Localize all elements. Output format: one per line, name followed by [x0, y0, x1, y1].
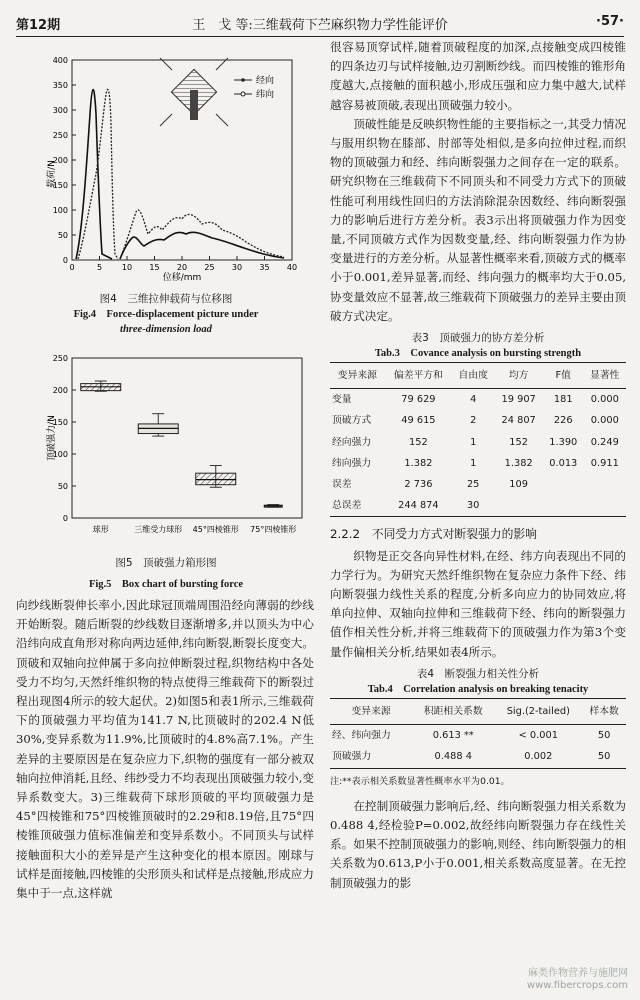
table-header-cell: 样本数 [582, 698, 626, 724]
table-cell: 49 615 [401, 415, 436, 427]
table-cell: 50 [597, 730, 611, 742]
left-column-text [16, 596, 314, 903]
table-cell: 纬向强力 [332, 457, 372, 469]
warp-curve-2 [120, 232, 284, 259]
box-ytick-label: 50 [57, 482, 68, 491]
table-cell: 1 [470, 457, 477, 469]
figure-4 [16, 54, 316, 339]
table-cell [543, 495, 584, 517]
specimen-diagram [160, 58, 228, 126]
table-cell: 0.013 [549, 457, 578, 469]
fig4-ytick-label: 50 [57, 231, 68, 240]
table-row [330, 453, 626, 474]
table-cell: 0.000 [590, 394, 619, 406]
fig4-xtick-label: 0 [69, 263, 75, 272]
table-cell: 0.613 ** [432, 730, 474, 742]
fig4-xtick-label: 40 [286, 263, 298, 272]
table-cell: 0.249 [590, 436, 619, 448]
table-cell: 2 736 [404, 479, 433, 491]
fig4-xtick-label: 5 [96, 263, 103, 272]
box-category-label: 球形 [92, 525, 109, 534]
legend-warp: 经向 [256, 76, 275, 86]
right-paragraph-1: 很容易顶穿试样,随着顶破程度的加深,点接触变成四棱锥的四条边刃与试样接触,边刃割断纱线。而四棱锥的锥形角度越大,点接触的面积越小,形成压强和应力集中越大,试样越容易被顶破,表现出顶破强力较小。 [330, 40, 626, 112]
table-row [330, 410, 626, 431]
table-cell: 变量 [332, 394, 352, 406]
fig4-ytick-label: 250 [52, 131, 68, 140]
box-chart [16, 352, 316, 548]
table-row [330, 432, 626, 453]
table-header-cell: 显著性 [584, 363, 626, 389]
running-title: 王 戈 等:三维载荷下苎麻织物力学性能评价 [192, 18, 448, 33]
fig4-xtick-label: 30 [231, 263, 243, 272]
box-ytick-label: 100 [52, 450, 68, 459]
box-category-label: 75°四棱锥形 [250, 525, 297, 534]
fig4-xtick-label: 25 [204, 263, 215, 272]
section-heading: 2.2.2 不同受力方式对断裂强力的影响 [330, 527, 537, 542]
table-cell: 19 907 [501, 394, 536, 406]
right-paragraph-4: 在控制顶破强力影响后,经、纬向断裂强力相关系数为0.488 4,经检验P=0.002,故经纬向断裂强力存在线性关系。如果不控制顶破强力的影响,则经、纬向断裂强力的相关系数为0.613,P小于0.001,相关系数高度显著。在无控制顶破强力的影 [330, 798, 626, 890]
table3-title-en: Tab.3 Covance analysis on bursting strength [374, 348, 582, 360]
table-cell: < 0.001 [518, 730, 558, 742]
fig4-caption-cn: 图4 三维拉伸载荷与位移图 [99, 293, 233, 305]
table-cell: 79 629 [401, 394, 436, 406]
table-cell: 0.911 [590, 457, 619, 469]
table-header-cell: F值 [543, 363, 584, 389]
table-header-cell: Sig.(2-tailed) [494, 698, 582, 724]
fig4-xlabel: 位移/mm [162, 273, 202, 283]
fig4-ytick-label: 300 [52, 106, 68, 115]
table-cell: 244 874 [385, 495, 452, 517]
fig4-caption-en2: three-dimension load [120, 324, 212, 335]
box-marks [81, 381, 283, 507]
table-row [330, 725, 626, 747]
table-cell: 1 [470, 436, 477, 448]
table-cell: 2 [470, 415, 477, 427]
fig4-ytick-label: 350 [52, 81, 68, 90]
fig5-caption-en: Fig.5 Box chart of bursting force [88, 579, 244, 590]
fig4-ytick-label: 0 [62, 256, 68, 265]
table-header-cell: 均方 [494, 363, 543, 389]
table-row [330, 746, 626, 768]
fig4-ytick-label: 200 [52, 156, 68, 165]
table4-note: 注:**表示相关系数显著性概率水平为0.01。 [330, 775, 510, 787]
table-cell: 181 [553, 394, 573, 406]
table-cell: 24 807 [501, 415, 536, 427]
table-cell: 0.002 [494, 746, 582, 768]
box-ytick-label: 250 [52, 354, 68, 363]
right-paragraph-3: 织物是正交各向异性材料,在经、纬方向表现出不同的力学行为。为研究天然纤维织物在复杂应力条件下经、纬向断裂强力线性关系的程度,分析多向应力的协同效应,将单向拉伸、双轴向拉伸和三维载荷下经、纬向的断裂强力值作相关性分析,并将三维载荷下的顶破强力作为第3个变量作偏相关分析,结果如表4所示。 [330, 548, 626, 659]
fig4-xtick-label: 20 [176, 263, 188, 272]
table-4 [330, 666, 626, 791]
box-iqr [196, 473, 236, 485]
fig4-xtick-label: 35 [259, 263, 270, 272]
page-number: ·57· [596, 14, 624, 29]
table-cell: 50 [582, 746, 626, 768]
table-header-cell: 偏差平方和 [385, 363, 452, 389]
box-category-label: 45°四棱锥形 [192, 525, 239, 534]
table-cell: 顶破强力 [330, 746, 412, 768]
table-cell [494, 495, 543, 517]
table4-title-cn: 表4 断裂强力相关性分析 [416, 667, 540, 680]
watermark-line2: www.fibercrops.com [526, 980, 628, 991]
table3-grid [330, 362, 626, 517]
fig4-xticks [69, 256, 297, 272]
fig4-xtick-label: 10 [121, 263, 133, 272]
box-ytick-label: 150 [52, 418, 68, 427]
watermark [527, 968, 628, 992]
box-category-label: 三维受力球形 [134, 525, 183, 534]
table-cell: 4 [470, 394, 477, 406]
legend-weft: 纬向 [256, 90, 275, 100]
watermark-line1: 麻类作物营养与施肥网 [528, 968, 628, 979]
box-xticks [93, 524, 297, 534]
table-cell: 1.382 [404, 457, 433, 469]
left-paragraph: 向纱线断裂伸长率小,因此球冠顶端周围沿经向薄弱的纱线开始断裂。随后断裂的纱线数目逐渐增多,并以顶头为中心沿纬向成直角形对称向两边延伸,纬向断裂,断裂长度变大。顶破和双轴向拉伸属于多向拉伸断裂过程,织物结构中各处受力不均匀,天然纤维织物的特点使得三维载荷下的断裂过程出现图4所示的较大起伏。2)如图5和表1所示,三维载荷下的顶破强力平均值为141.7 N,比顶破时的202.4 N低30%,变异系数为11.9%,比顶破时的4.8%高7.1%。产生差异的主要原因是在复杂应力下,织物的强度有一部分被双轴向拉伸消耗,且经、纬纱受力不均表现出顶破强力较小,变异系数变大。3)三维载荷下球形顶破的平均顶破强力是45°四棱锥和75°四棱锥顶破时的2.29和8.19倍,且75°四棱锥顶破强力值标准偏差和变异系数小。不同顶头与试样接触面积大小的差异是产生这种变化的根本原因。刚球与试样是面接触,四棱锥的尖形顶头和试样是点接触,形成应力集中于一点,这样就 [16, 598, 314, 901]
fig5-ylabel: 顶破强力/N [47, 415, 57, 461]
table-cell: 误差 [332, 479, 352, 491]
fig4-ytick-label: 400 [52, 56, 68, 65]
table-header-cell: 积距相关系数 [412, 698, 494, 724]
fig4-caption-en1: Fig.4 Force-displacement picture under [73, 309, 259, 320]
fig4-xtick-label: 15 [149, 263, 160, 272]
running-header [16, 10, 624, 37]
fig4-ytick-label: 100 [52, 206, 68, 215]
right-column [330, 38, 626, 893]
table4-grid [330, 698, 626, 769]
table-3 [330, 330, 626, 517]
table-cell: 152 [509, 436, 528, 448]
table-header-cell: 自由度 [452, 363, 494, 389]
table-cell: 经、纬向强力 [332, 730, 391, 742]
table-cell: 25 [466, 479, 480, 491]
table4-title-en: Tab.4 Correlation analysis on breaking tenacity [367, 683, 589, 695]
box-ytick-label: 200 [52, 386, 68, 395]
table-cell [543, 474, 584, 495]
fig4-legend [234, 74, 274, 100]
table3-title-cn: 表3 顶破强力的协方差分析 [411, 332, 545, 345]
fig4-ytick-label: 150 [52, 181, 68, 190]
table-cell: 1.390 [549, 436, 578, 448]
table-cell: 30 [452, 495, 494, 517]
table-header-cell: 变异来源 [330, 698, 412, 724]
table-cell: 152 [409, 436, 428, 448]
table-cell: 总误差 [330, 495, 385, 517]
issue-number: 第12期 [16, 18, 61, 33]
warp-curve [76, 90, 112, 259]
box-ytick-label: 0 [62, 514, 68, 523]
table-cell: 1.382 [504, 457, 533, 469]
table-cell: 顶破方式 [332, 415, 372, 427]
fig4-ylabel: 载荷/N [47, 160, 57, 188]
table-header-cell: 变异来源 [330, 363, 385, 389]
table-row [330, 474, 626, 495]
table-row [330, 389, 626, 411]
table-cell: 经向强力 [332, 436, 372, 448]
figure-5 [16, 352, 316, 592]
table-cell [584, 495, 626, 517]
fig4-yticks [53, 56, 76, 265]
right-paragraph-2: 顶破性能是反映织物性能的主要指标之一,其受力情况与服用织物在膝部、肘部等处相似,是多向拉伸过程,而织物的顶破强力和经、纬向断裂强力之间存在一定的联系。研究织物在三维载荷下不同顶头和不同受力方式下的顶破性能可利用线性回归的方法消除混杂因数经、纬向断裂强力的影响后进行方差分析。表3示出将顶破强力作为因变量,不同顶破方式作为因数变量,经、纬向断裂强力作为协变量进行的方差分析。从显著性概率来看,顶破方式的概率小于0.001,差异显著,而经、纬向强力的概率均大于0.05,协变量效应不显著,故三维载荷下顶破强力的差异主要由顶破方式决定。 [330, 116, 626, 323]
table-row [330, 495, 626, 517]
table-cell: 0.000 [590, 415, 619, 427]
table-cell: 0.488 4 [412, 746, 494, 768]
table-cell: 226 [553, 415, 573, 427]
force-displacement-chart [16, 54, 316, 284]
table-cell [584, 474, 626, 495]
fig5-caption-cn: 图5 顶破强力箱形图 [115, 557, 217, 569]
table-cell: 109 [509, 479, 528, 491]
